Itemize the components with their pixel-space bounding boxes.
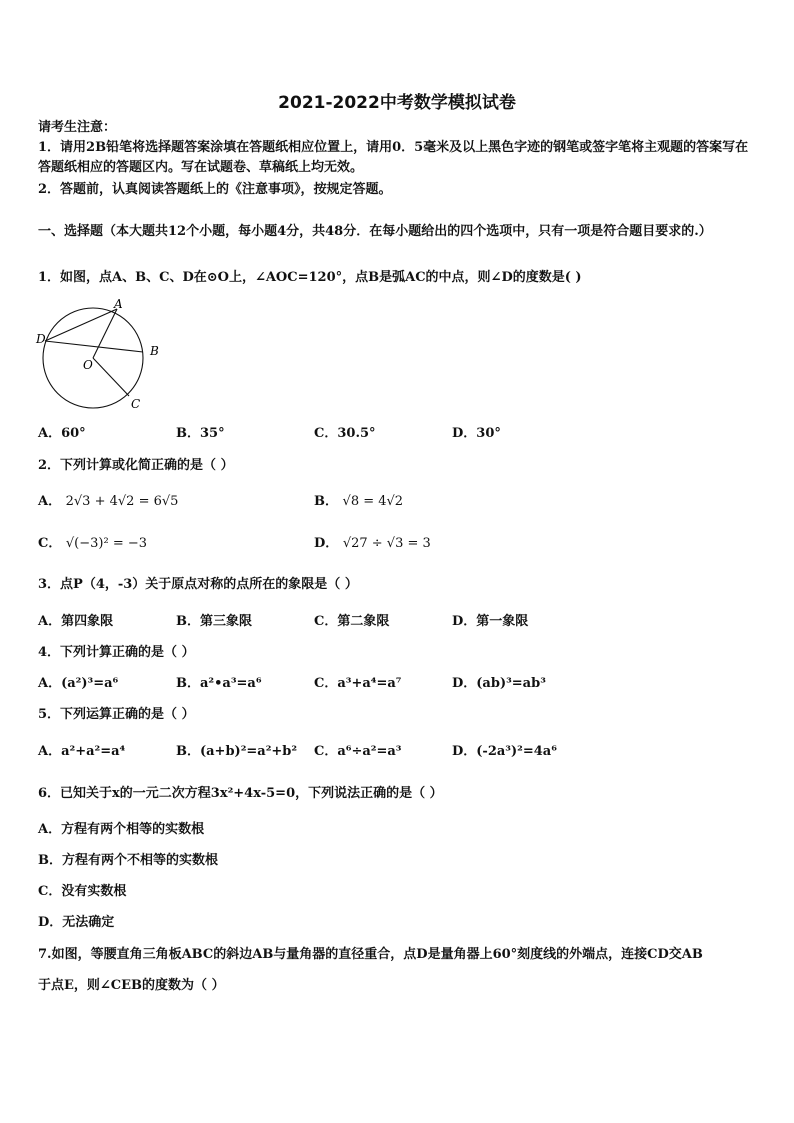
q2-option-d-label: D． <box>314 536 339 551</box>
q2-option-a-label: A． <box>38 494 62 509</box>
notice-item-2: 2．答题前，认真阅读答题纸上的《注意事项》，按规定答题。 <box>38 182 392 197</box>
question-3-stem: 3．点P（4，-3）关于原点对称的点所在的象限是（ ） <box>38 577 358 592</box>
q1-option-c: C．30.5° <box>314 426 376 441</box>
q2-option-b-formula: √8 = 4√2 <box>342 494 404 509</box>
q4-option-b: B．a²•a³=a⁶ <box>176 676 262 691</box>
segment-oa <box>93 309 117 358</box>
q6-option-a: A．方程有两个相等的实数根 <box>38 822 205 837</box>
q4-option-c: C．a³+a⁴=a⁷ <box>314 676 402 691</box>
q2-option-d <box>314 534 431 554</box>
segment-oc <box>93 358 129 396</box>
q2-option-b-label: B． <box>314 494 338 509</box>
q5-option-a: A．a²+a²=a⁴ <box>38 744 126 759</box>
section-heading: 一、选择题（本大题共12个小题，每小题4分，共48分．在每小题给出的四个选项中，只有一项是符合题目要求的.） <box>38 224 712 239</box>
q3-option-d: D．第一象限 <box>452 614 529 629</box>
question-1-figure <box>30 296 170 416</box>
q2-option-a <box>38 492 178 512</box>
q1-option-b: B．35° <box>176 426 225 441</box>
question-2-stem: 2．下列计算或化简正确的是（ ） <box>38 458 234 473</box>
label-o: O <box>83 358 93 372</box>
q2-option-c <box>38 534 147 554</box>
q1-option-d: D．30° <box>452 426 501 441</box>
q2-option-c-label: C． <box>38 536 62 551</box>
q6-option-c: C．没有实数根 <box>38 884 127 899</box>
label-b: B <box>150 344 159 358</box>
question-5-stem: 5．下列运算正确的是（ ） <box>38 707 195 722</box>
question-1-stem: 1．如图，点A、B、C、D在⊙O上，∠AOC=120°，点B是弧AC的中点，则∠D的度数是( ) <box>38 270 582 285</box>
q5-option-c: C．a⁶÷a²=a³ <box>314 744 402 759</box>
q2-option-c-formula: √(−3)² = −3 <box>65 536 148 551</box>
question-7-stem-line1: 7.如图，等腰直角三角板ABC的斜边AB与量角器的直径重合，点D是量角器上60°刻度线的外端点，连接CD交AB <box>38 947 703 962</box>
notice-heading: 请考生注意： <box>38 120 117 135</box>
label-c: C <box>131 397 141 411</box>
q4-option-a: A．(a²)³=a⁶ <box>38 676 119 691</box>
q3-option-c: C．第二象限 <box>314 614 390 629</box>
notice-item-1: 1．请用2B铅笔将选择题答案涂填在答题纸相应位置上，请用0．5毫米及以上黑色字迹的钢笔或签字笔将主观题的答案写在答题纸相应的答题区内。写在试题卷、草稿纸上均无效。 <box>38 140 749 175</box>
q3-option-b: B．第三象限 <box>176 614 252 629</box>
q5-option-d: D．(-2a³)²=4a⁶ <box>452 744 557 759</box>
question-6-stem: 6．已知关于x的一元二次方程3x²+4x-5=0，下列说法正确的是（ ） <box>38 786 443 801</box>
q4-option-d: D．(ab)³=ab³ <box>452 676 546 691</box>
q6-option-b: B．方程有两个不相等的实数根 <box>38 853 218 868</box>
segment-db <box>45 341 143 352</box>
q5-option-b: B．(a+b)²=a²+b² <box>176 744 298 759</box>
label-d: D <box>36 332 46 346</box>
question-4-stem: 4．下列计算正确的是（ ） <box>38 645 195 660</box>
page-title: 2021-2022中考数学模拟试卷 <box>278 93 516 113</box>
q3-option-a: A．第四象限 <box>38 614 114 629</box>
q1-option-a: A．60° <box>38 426 86 441</box>
question-7-stem-line2: 于点E，则∠CEB的度数为（ ） <box>38 978 225 993</box>
q6-option-d: D．无法确定 <box>38 915 115 930</box>
q2-option-a-formula: 2√3 + 4√2 = 6√5 <box>65 494 179 509</box>
q2-option-d-formula: √27 ÷ √3 = 3 <box>342 536 431 551</box>
q2-option-b <box>314 492 403 512</box>
label-a: A <box>114 297 123 311</box>
